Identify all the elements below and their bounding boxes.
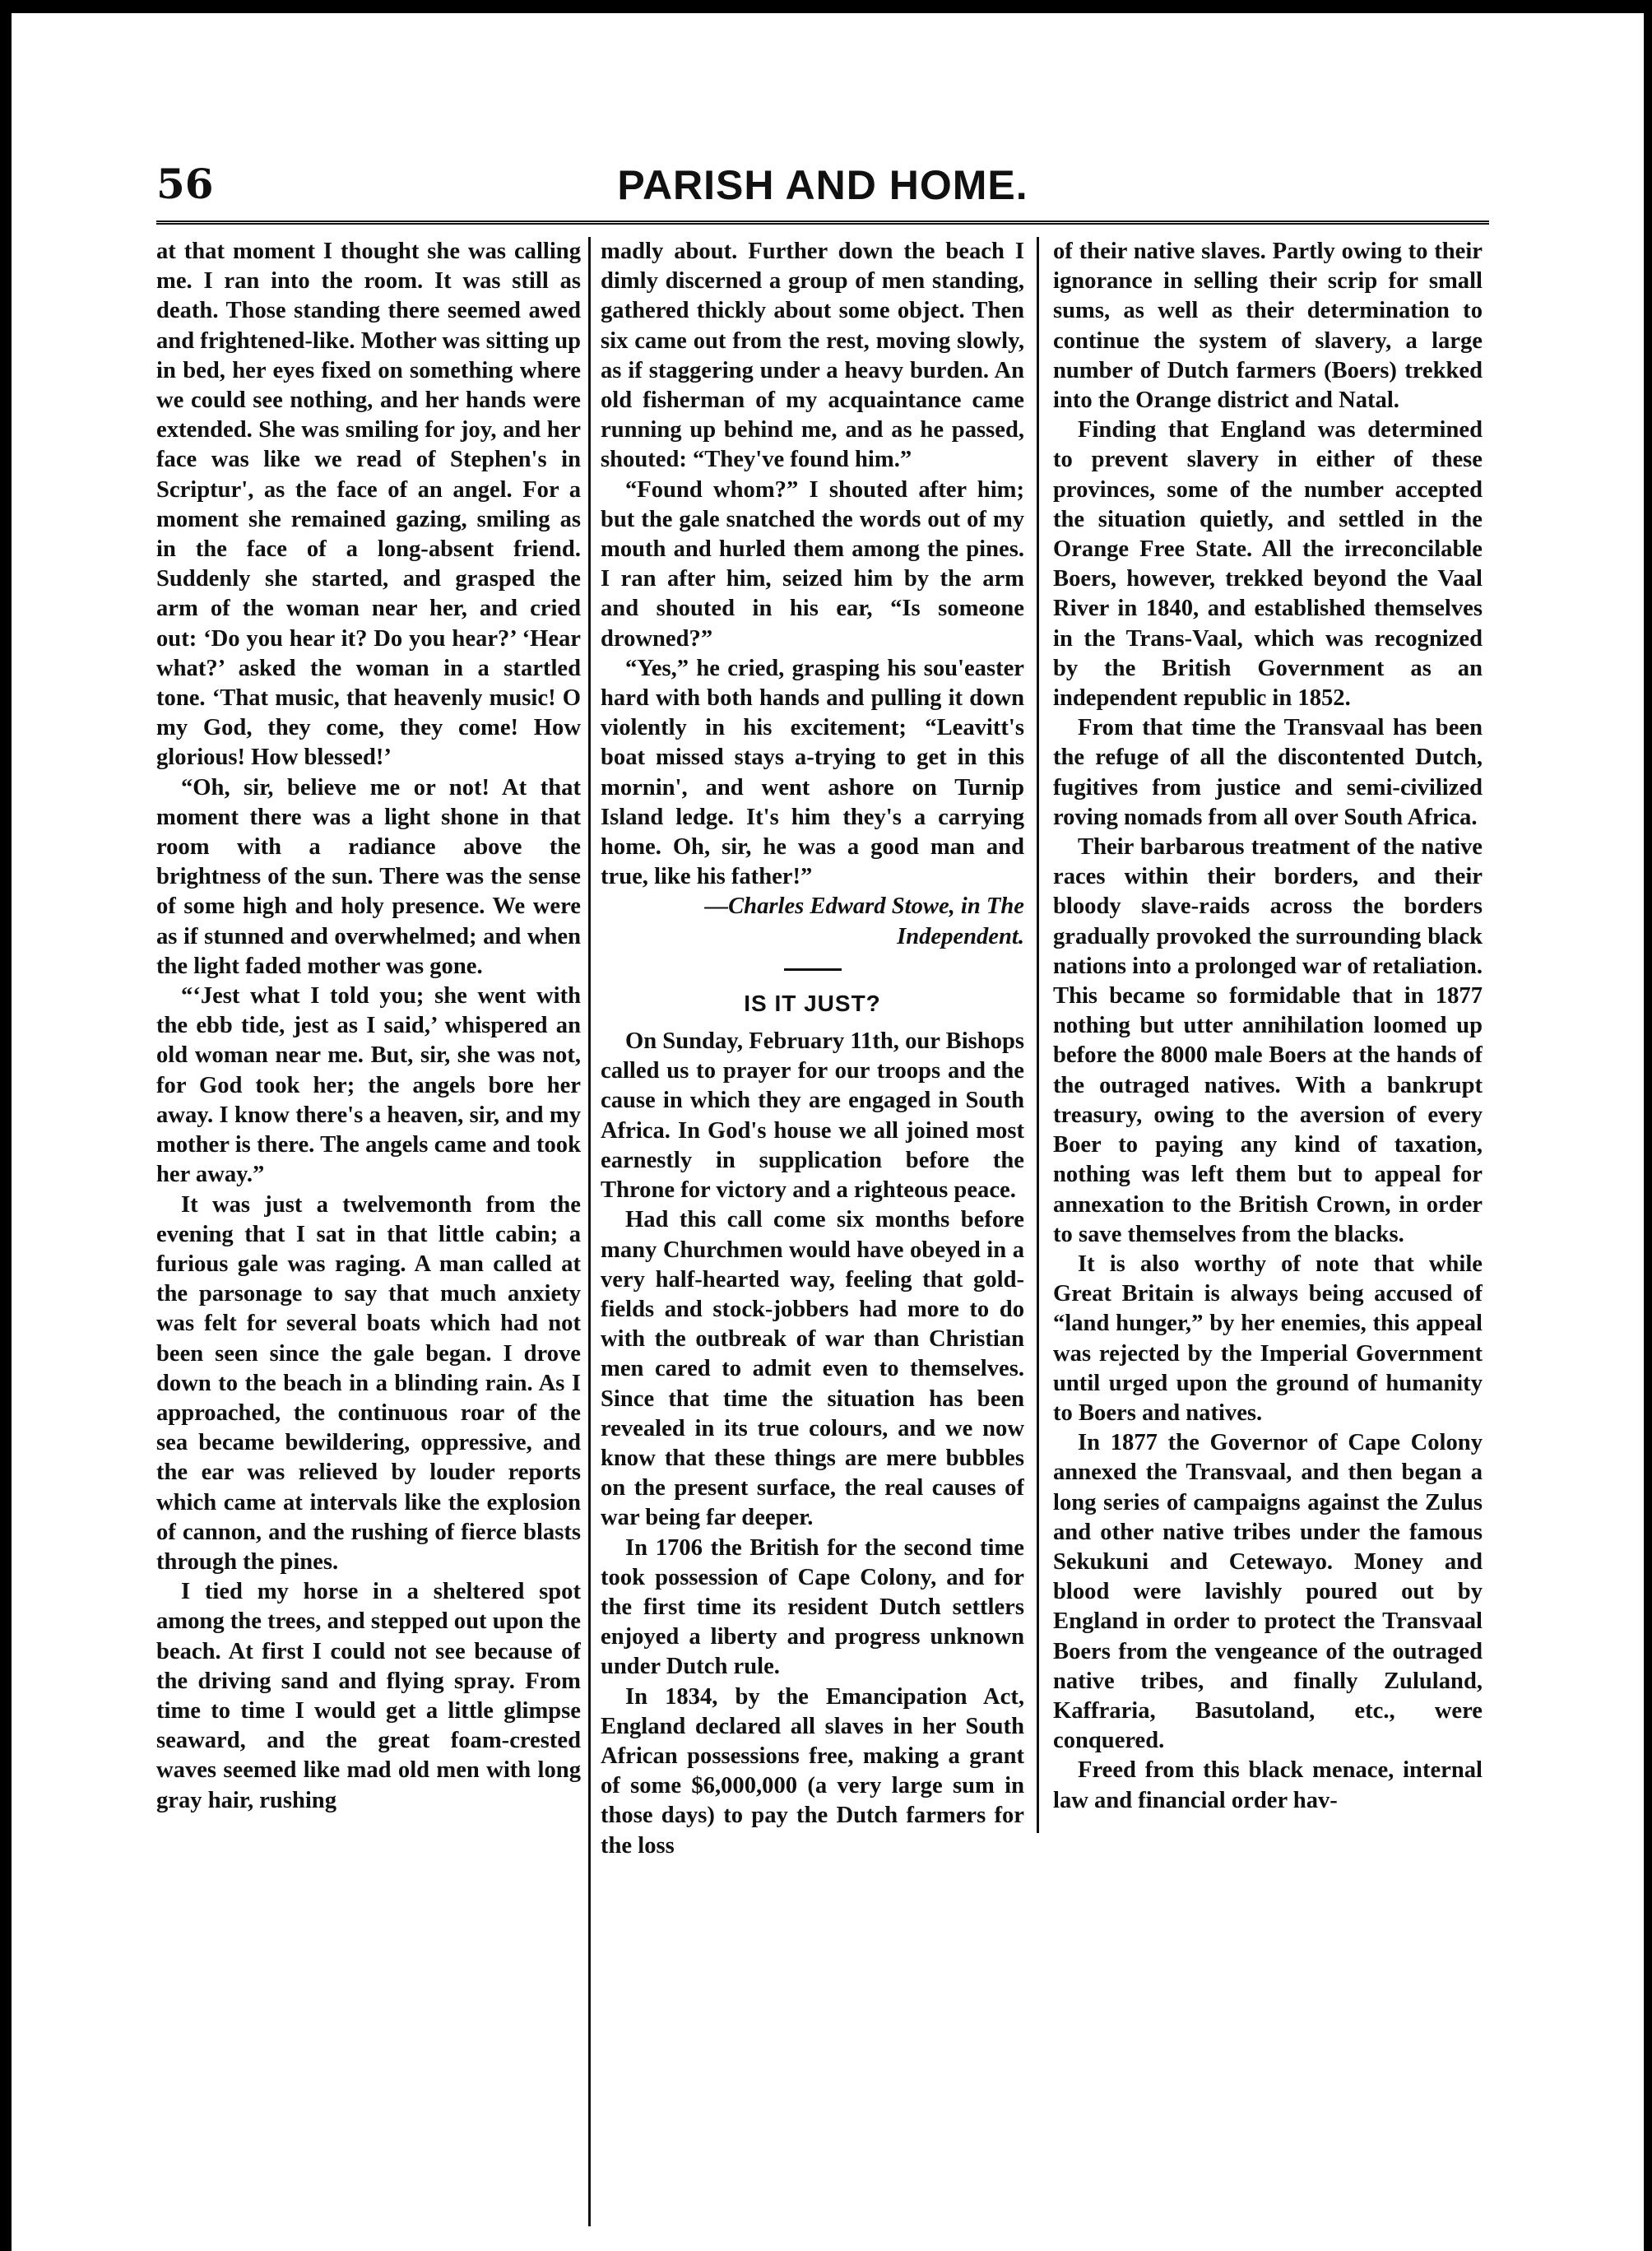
paragraph: In 1706 the British for the second time took possession of Cape Colony, and for the first time its resident Dutch settlers enjoyed a liberty and progress unknown under Dutch rule. bbox=[601, 1534, 1024, 1680]
paragraph: I tied my horse in a sheltered spot among the trees, and stepped out upon the beach. At first I could not see because of the driving sand and flying spray. From time to time I would get a little glimpse seaward, and the great foam-crested waves seemed like mad old men with long gray hair, rushing bbox=[156, 1579, 581, 1813]
scan-border-top bbox=[0, 0, 1652, 13]
scan-border-right bbox=[1644, 0, 1652, 2251]
text-column-1 bbox=[156, 237, 581, 2228]
page-header bbox=[156, 155, 1489, 225]
article-attribution: —Charles Edward Stowe, in The Independent. bbox=[704, 893, 1024, 949]
paragraph: “Yes,” he cried, grasping his sou'easter hard with both hands and pulling it down violently in his excitement; “Leavitt's boat missed stays a-trying to get in this mornin', and went ashore on Turnip Island ledge. It's him they's a carrying home. Oh, sir, he was a good man and true, like his father!” bbox=[601, 655, 1024, 890]
column-rule bbox=[588, 237, 591, 2226]
text-column-3 bbox=[1053, 237, 1483, 2228]
paragraph: From that time the Transvaal has been the refuge of all the discontented Dutch, fugitives from justice and semi-civilized roving nomads from all over South Africa. bbox=[1053, 715, 1483, 830]
paragraph: “Found whom?” I shouted after him; but the gale snatched the words out of my mouth and hurled them among the pines. I ran after him, seized him by the arm and shouted in his ear, “Is someone drowned?” bbox=[601, 476, 1024, 652]
section-divider bbox=[784, 968, 842, 971]
paragraph: Freed from this black menace, internal law and financial order hav- bbox=[1053, 1757, 1483, 1813]
paragraph: It was just a twelvemonth from the evening that I sat in that little cabin; a furious gale was raging. A man called at the parsonage to say that much anxiety was felt for several boats which had not been seen since the gale began. I drove down to the beach in a blinding rain. As I approached, the continuous roar of the sea became bewildering, oppressive, and the ear was relieved by louder reports which came at intervals like the explosion of cannon, and the rushing of fierce blasts through the pines. bbox=[156, 1191, 581, 1575]
paragraph: It is also worthy of note that while Great Britain is always being accused of “land hunger,” by her enemies, this appeal was rejected by the Imperial Government until urged upon the ground of humanity to Boers and natives. bbox=[1053, 1251, 1483, 1426]
paragraph: at that moment I thought she was calling me. I ran into the room. It was still as death. Those standing there seemed awed and frightened-like. Mother was sitting up in bed, her eyes fixed on something where we could see nothing, and her hands were extended. She was smiling for joy, and her face was like we read of Stephen's in Scriptur', as the face of an angel. For a moment she remained gazing, smiling as in the face of a long-absent friend. Suddenly she started, and grasped the arm of the woman near her, and cried out: ‘Do you hear it? Do you hear?’ ‘Hear what?’ asked the woman in a startled tone. ‘That music, that heavenly music! O my God, they come, they come! How glorious! How blessed!’ bbox=[156, 239, 581, 771]
paragraph: Their barbarous treatment of the native races within their borders, and their bloody slave-raids across the borders gradually provoked the surrounding black nations into a prolonged war of retaliation. This became so formidable that in 1877 nothing but utter annihilation loomed up before the 8000 male Boers at the hands of the outraged natives. With a bankrupt treasury, owing to the aversion of every Boer to paying any kind of taxation, nothing was left them but to appeal for annexation to the British Crown, in order to save themselves from the blacks. bbox=[1053, 834, 1483, 1247]
section-heading: IS IT JUST? bbox=[744, 990, 881, 1016]
text-column-2 bbox=[601, 237, 1024, 2228]
paragraph: Had this call come six months before many Churchmen would have obeyed in a very half-hearted way, feeling that gold-fields and stock-jobbers had more to do with the outbreak of war than Christian men cared to admit even to themselves. Since that time the situation has been revealed in its true colours, and we now know that these things are mere bubbles on the present surface, the real causes of war being far deeper. bbox=[601, 1207, 1024, 1531]
scan-border-left bbox=[0, 0, 12, 2251]
column-rule bbox=[1037, 237, 1039, 1833]
paragraph: Finding that England was determined to prevent slavery in either of these provinces, some of the number accepted the situation quietly, and settled in the Orange Free State. All the irreconcilable Boers, however, trekked beyond the Vaal River in 1840, and established themselves in the Trans-Vaal, which was recognized by the British Government as an independent republic in 1852. bbox=[1053, 417, 1483, 712]
paragraph: In 1834, by the Emancipation Act, England declared all slaves in her South African possessions free, making a grant of some $6,000,000 (a very large sum in those days) to pay the Dutch farmers for the loss bbox=[601, 1683, 1024, 1859]
paragraph: On Sunday, February 11th, our Bishops called us to prayer for our troops and the cause in which they are engaged in South Africa. In God's house we all joined most earnestly in supplication before the Throne for victory and a righteous peace. bbox=[601, 1028, 1024, 1204]
page-number: 56 bbox=[156, 160, 214, 208]
paragraph: of their native slaves. Partly owing to their ignorance in selling their scrip for small sums, as well as their determination to continue the system of slavery, a large number of Dutch farmers (Boers) trekked into the Orange district and Natal. bbox=[1053, 239, 1483, 414]
paragraph: “‘Jest what I told you; she went with the ebb tide, jest as I said,’ whispered an old woman near me. But, sir, she was not, for God took her; the angels bore her away. I know there's a heaven, sir, and my mother is there. The angels came and took her away.” bbox=[156, 983, 581, 1188]
running-title: PARISH AND HOME. bbox=[617, 162, 1028, 208]
paragraph: “Oh, sir, believe me or not! At that moment there was a light shone in that room with a radiance above the brightness of the sun. There was the sense of some high and holy presence. We were as if stunned and overwhelmed; and when the light faded mother was gone. bbox=[156, 774, 581, 979]
paragraph: In 1877 the Governor of Cape Colony annexed the Transvaal, and then began a long series of campaigns against the Zulus and other native tribes under the famous Sekukuni and Cetewayo. Money and blood were lavishly poured out by England in order to protect the Transvaal Boers from the vengeance of the outraged native tribes, and finally Zululand, Kaffraria, Basutoland, etc., were conquered. bbox=[1053, 1430, 1483, 1754]
magazine-page bbox=[156, 155, 1489, 2228]
paragraph: madly about. Further down the beach I dimly discerned a group of men standing, gathered thickly about some object. Then six came out from the rest, moving slowly, as if staggering under a heavy burden. An old fisherman of my acquaintance came running up behind me, and as he passed, shouted: “They've found him.” bbox=[601, 239, 1024, 473]
